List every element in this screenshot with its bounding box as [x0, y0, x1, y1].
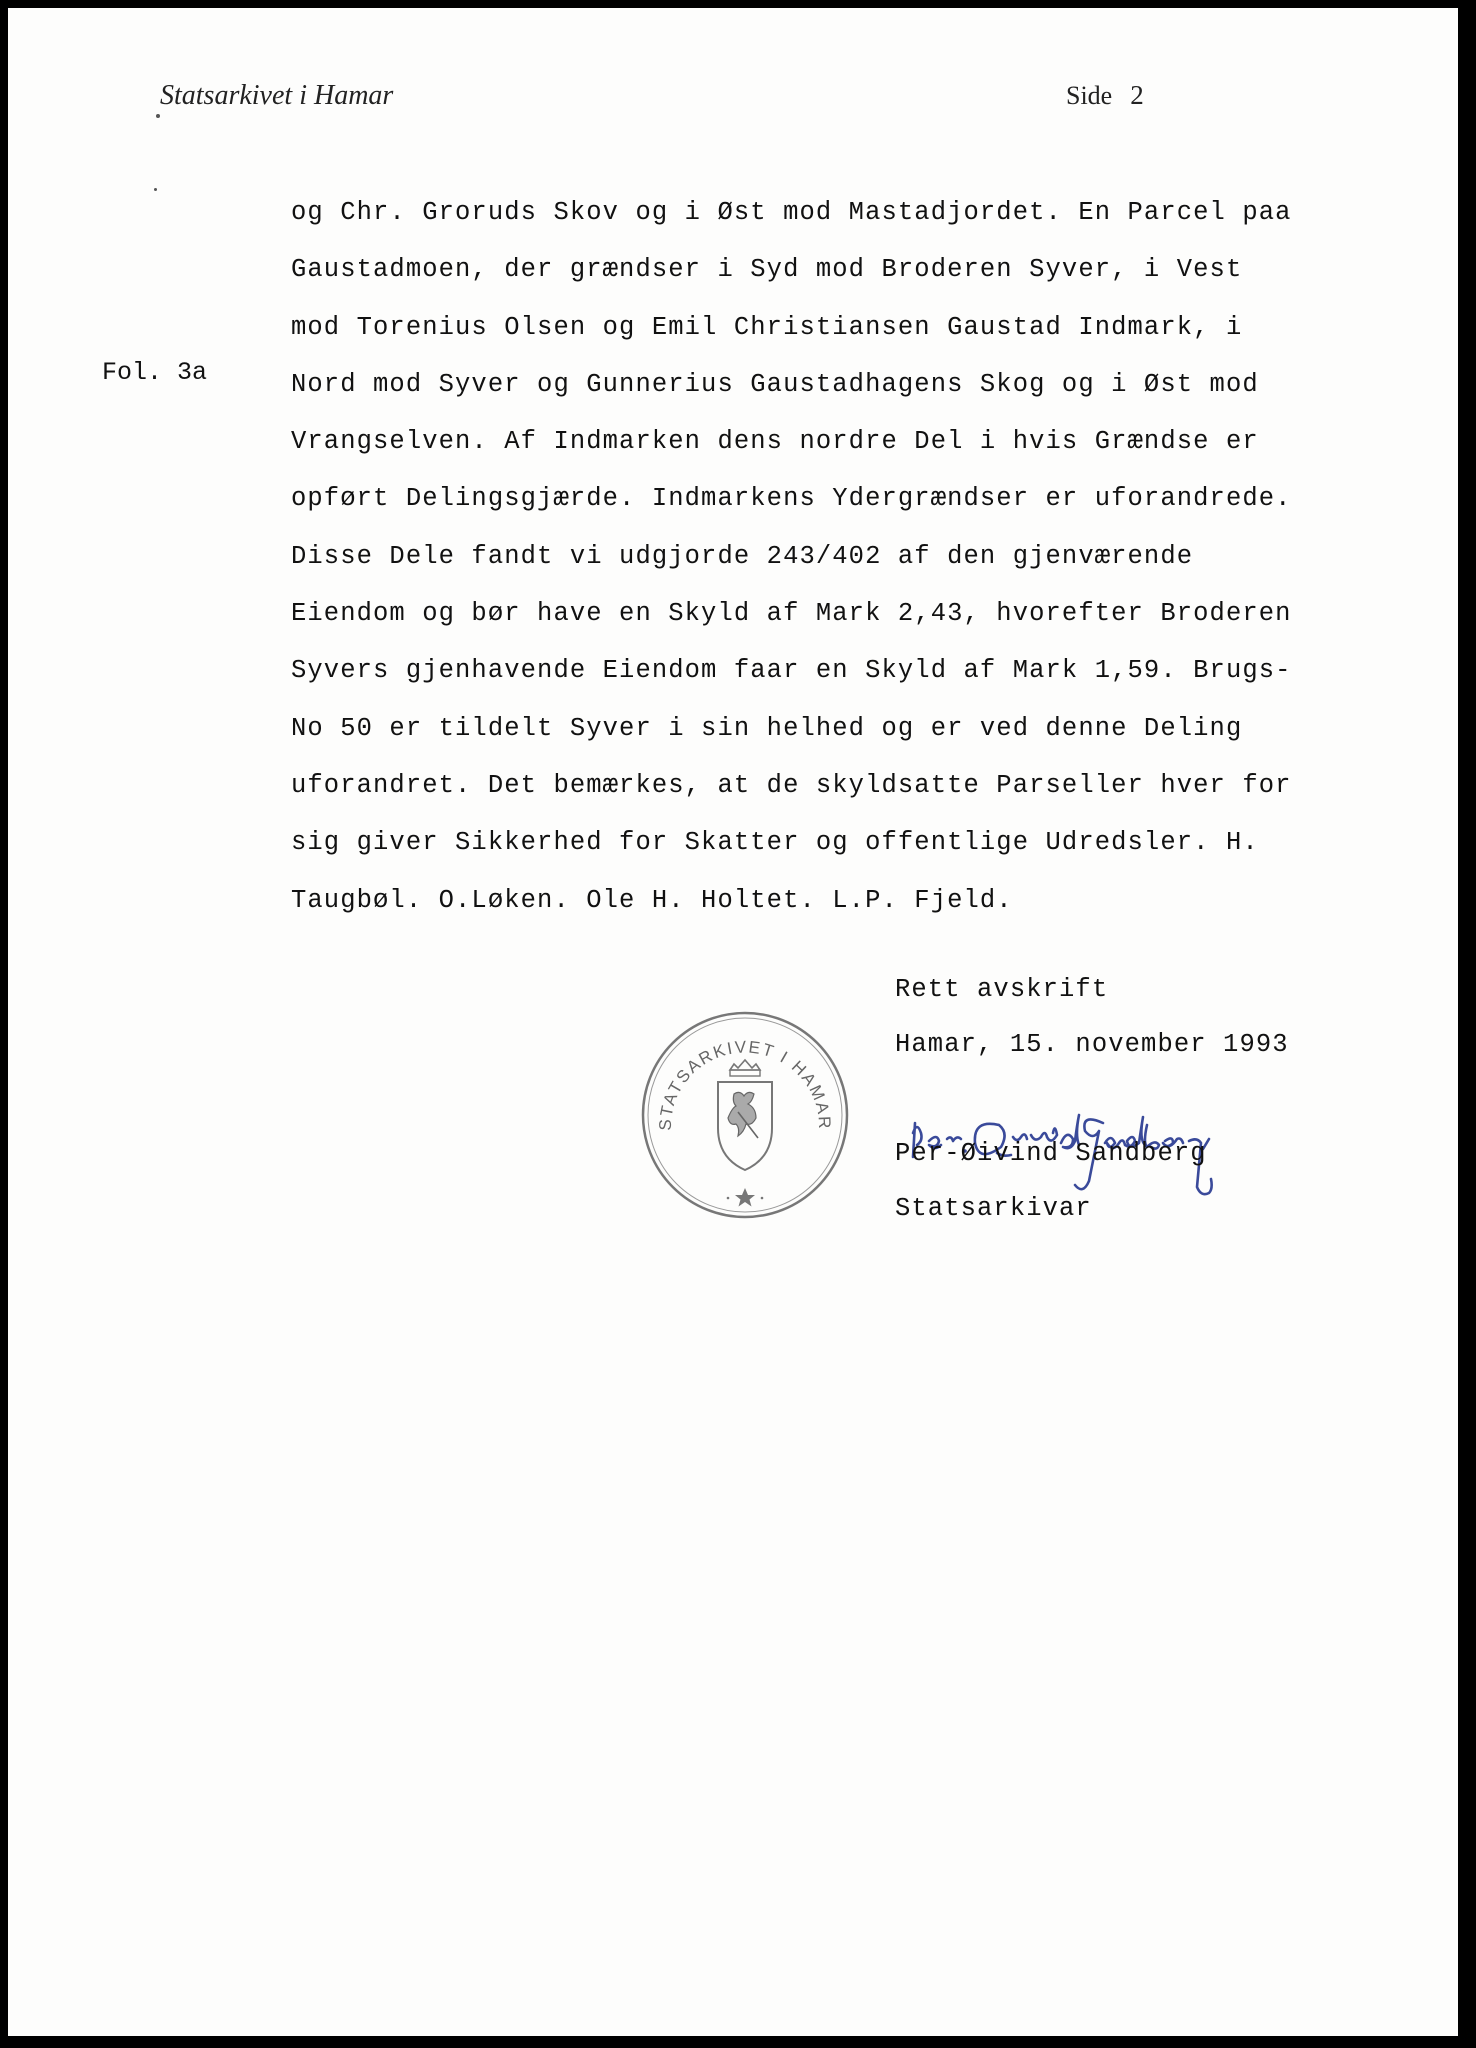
- text-line: Eiendom og bør have en Skyld af Mark 2,43, hvorefter Broderen: [291, 599, 1292, 629]
- closing-block: [895, 975, 1289, 1223]
- place-date-line: Hamar, 15. november 1993: [895, 1030, 1289, 1059]
- text-line: Vrangselven. Af Indmarken dens nordre Del i hvis Grændse er: [291, 427, 1259, 457]
- document-page: [8, 8, 1458, 2036]
- scan-speck: [156, 114, 160, 118]
- archive-name: Statsarkivet i Hamar: [160, 80, 394, 111]
- margin-folio-note: Fol. 3a: [102, 358, 208, 387]
- seal-text: STATSARKIVET I HAMAR: [655, 1037, 835, 1131]
- text-line: sig giver Sikkerhed for Skatter og offentlige Udredsler. H.: [291, 828, 1259, 858]
- text-line: opført Delingsgjærde. Indmarkens Ydergrændser er uforandrede.: [291, 484, 1292, 514]
- text-line: No 50 er tildelt Syver i sin helhed og er ved denne Deling: [291, 713, 1243, 743]
- page-label: Side: [1066, 81, 1113, 110]
- signatory-title: Statsarkivar: [895, 1194, 1092, 1223]
- text-line: Syvers gjenhavende Eiendom faar en Skyld af Mark 1,59. Brugs-: [291, 656, 1292, 686]
- page-number-header: [1066, 80, 1144, 111]
- text-line: Disse Dele fandt vi udgjorde 243/402 af den gjenværende: [291, 541, 1194, 571]
- text-line: Gaustadmoen, der grændser i Syd mod Broderen Syver, i Vest: [291, 255, 1243, 285]
- body-text: [291, 184, 1292, 929]
- text-line: uforandret. Det bemærkes, at de skyldsatte Parseller hver for: [291, 770, 1292, 800]
- text-line: mod Torenius Olsen og Emil Christiansen Gaustad Indmark, i: [291, 312, 1243, 342]
- signatory-name: Per-Øivind Sandberg: [895, 1139, 1207, 1168]
- star-icon: [735, 1188, 755, 1207]
- page-number: 2: [1130, 80, 1144, 110]
- coat-of-arms-lion-icon: [718, 1060, 772, 1170]
- text-line: Taugbøl. O.Løken. Ole H. Holtet. L.P. Fjeld.: [291, 885, 1013, 915]
- scan-speck: [154, 188, 157, 191]
- certification-line: Rett avskrift: [895, 975, 1109, 1004]
- text-line: Nord mod Syver og Gunnerius Gaustadhagens Skog og i Øst mod: [291, 369, 1259, 399]
- archive-seal: [638, 1008, 853, 1223]
- text-line: og Chr. Groruds Skov og i Øst mod Mastadjordet. En Parcel paa: [291, 198, 1292, 227]
